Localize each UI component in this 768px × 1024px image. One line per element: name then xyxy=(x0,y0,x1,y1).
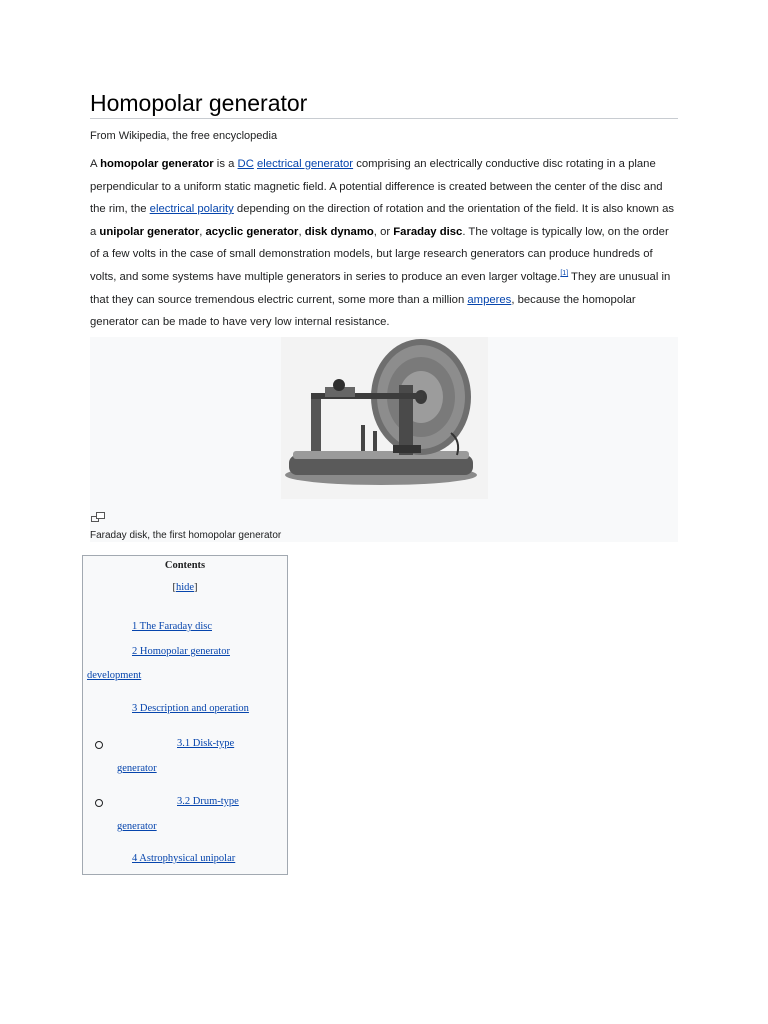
lead-text: is a xyxy=(213,158,238,170)
link-dc[interactable]: DC xyxy=(237,158,254,170)
magnify-icon[interactable] xyxy=(91,509,105,527)
lead-text: , because the homopolar generator can be made to have very low internal resistance. xyxy=(90,293,636,329)
term-disk-dynamo: disk dynamo xyxy=(304,225,374,238)
faraday-disk-engraving-icon xyxy=(281,337,488,499)
toc-item-description[interactable]: 3 Description and operation xyxy=(132,703,249,714)
toc-hide-link[interactable]: hide xyxy=(175,582,195,593)
term-acyclic-generator: acyclic generator xyxy=(205,225,299,238)
lead-text: comprising an electrically conductive disc rotating in a plane perpendicular to a uniform static magnetic field. A potential difference is created between the center of the disc and the rim, the xyxy=(90,158,663,216)
term-faraday-disc: Faraday disc xyxy=(393,225,463,238)
toc-item-astrophysical[interactable]: 4 Astrophysical unipolar xyxy=(132,853,236,864)
faraday-disk-image[interactable] xyxy=(281,337,488,499)
term-unipolar-generator: unipolar generator xyxy=(99,225,200,238)
toc-item-drum-type-cont[interactable]: generator xyxy=(117,821,157,832)
site-tagline: From Wikipedia, the free encyclopedia xyxy=(90,130,278,142)
lead-text: A xyxy=(90,158,101,170)
toc-item-disk-type[interactable]: 3.1 Disk-type xyxy=(177,738,235,749)
toc-bullet xyxy=(95,799,103,807)
lead-text: They are unusual in that they can source tremendous electric current, some more than a million xyxy=(90,270,671,306)
page-title: Homopolar generator xyxy=(90,90,308,116)
lead-text: . The voltage is typically low, on the order of a few volts in the case of small demonstration models, but large research generators can produce hundreds of volts, and some systems have multiple generators in series to produce an even larger voltage. xyxy=(90,225,669,283)
toc-item-faraday-disc[interactable]: 1 The Faraday disc xyxy=(132,621,212,632)
term-homopolar-generator: homopolar generator xyxy=(100,158,214,170)
lead-text: , xyxy=(298,225,305,238)
toc-bullet xyxy=(95,741,103,749)
link-electrical-generator[interactable]: electrical generator xyxy=(257,158,354,170)
toc-item-development-cont[interactable]: development xyxy=(87,670,142,681)
lead-text: , or xyxy=(373,225,394,238)
toc-item-disk-type-cont[interactable]: generator xyxy=(117,763,157,774)
toc-item-development[interactable]: 2 Homopolar generator xyxy=(132,646,230,657)
link-electrical-polarity[interactable]: electrical polarity xyxy=(149,203,234,216)
lead-paragraph xyxy=(90,153,680,334)
toc-item-drum-type[interactable]: 3.2 Drum-type xyxy=(177,796,239,807)
figure-caption: Faraday disk, the first homopolar generator xyxy=(90,530,282,541)
title-divider xyxy=(90,118,678,119)
toc-heading: Contents xyxy=(164,560,206,571)
table-of-contents xyxy=(82,555,288,875)
figure-thumbnail xyxy=(90,337,678,542)
lead-text: depending on the direction of rotation and the orientation of the field. It is also known as a xyxy=(90,203,675,238)
toc-toggle: [hide] xyxy=(172,582,198,593)
lead-text: , xyxy=(199,225,206,238)
reference-link[interactable]: [1] xyxy=(560,270,569,278)
link-amperes[interactable]: amperes xyxy=(467,293,512,306)
